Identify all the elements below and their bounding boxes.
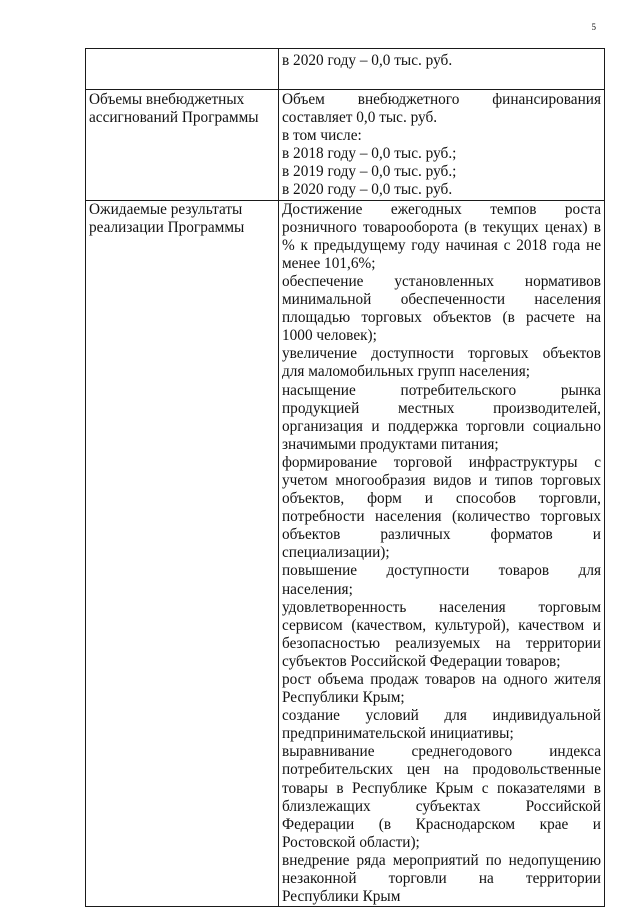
value-line: учетом многообразия видов и типов торговых bbox=[282, 471, 601, 489]
value-line: специализации); bbox=[282, 544, 390, 562]
row-label: реализации Программы bbox=[89, 218, 245, 236]
value-line: в том числе: bbox=[282, 127, 362, 145]
value-line: Ростовской области); bbox=[282, 833, 420, 851]
row-label: Объемы внебюджетных bbox=[89, 91, 245, 108]
value-line: незаконной торговли на территории bbox=[282, 870, 601, 888]
row-label-cell bbox=[86, 200, 279, 907]
value-line: 1000 человек); bbox=[282, 327, 377, 345]
value-line: рост объема продаж товаров на одного жителя bbox=[282, 671, 601, 688]
value-line: безопасностью реализуемых на территории bbox=[282, 634, 601, 652]
value-line: товары в Республике Крым с показателями в bbox=[282, 779, 601, 797]
value-line: выравнивание среднегодового индекса bbox=[282, 743, 601, 761]
value-line: объектов различных форматов и bbox=[282, 526, 601, 544]
row-value-cell bbox=[279, 90, 605, 201]
value-line: Федерации (в Краснодарском крае и bbox=[282, 815, 601, 833]
value-line: площадью торговых объектов (в расчете на bbox=[282, 309, 601, 327]
table-row-extrabudget bbox=[86, 90, 605, 201]
value-line: значимыми продуктами питания; bbox=[282, 435, 499, 453]
value-line: повышение доступности товаров для bbox=[282, 562, 601, 580]
value-line: внедрение ряда мероприятий по недопущению bbox=[282, 851, 601, 869]
value-line: менее 101,6%; bbox=[282, 254, 376, 272]
value-line: создание условий для индивидуальной bbox=[282, 707, 601, 725]
row-label: Ожидаемые результаты bbox=[89, 200, 243, 218]
value-line: Достижение ежегодных темпов роста bbox=[282, 200, 601, 218]
row-label-cell bbox=[86, 90, 279, 201]
value-line: потребительских цен на продовольственные bbox=[282, 761, 601, 779]
table-row-expected-results bbox=[86, 200, 605, 907]
value-line: обеспечение установленных нормативов bbox=[282, 272, 601, 290]
value-line: составляет 0,0 тыс. руб. bbox=[282, 109, 438, 127]
row-label: ассигнований Программы bbox=[89, 109, 259, 127]
value-line: объектов, форм и способов торговли, bbox=[282, 490, 601, 508]
value-line: предпринимательской инициативы; bbox=[282, 725, 514, 743]
value-line: в 2019 году – 0,0 тыс. руб.; bbox=[282, 163, 457, 181]
row-value-cell bbox=[279, 200, 605, 907]
value-line: для маломобильных групп населения; bbox=[282, 363, 530, 381]
value-line: организация и поддержка торговли социально bbox=[282, 417, 601, 435]
value-line: увеличение доступности торговых объектов bbox=[282, 345, 601, 363]
row-value-cell bbox=[279, 49, 605, 90]
table-row-budget-continuation bbox=[86, 49, 605, 90]
value-line: % к предыдущему году начиная с 2018 года не bbox=[282, 236, 601, 254]
value-line: субъектов Российской Федерации товаров; bbox=[282, 652, 561, 670]
value-line: в 2018 году – 0,0 тыс. руб.; bbox=[282, 145, 457, 163]
value-line: насыщение потребительского рынка bbox=[282, 381, 601, 399]
value-line: розничного товарооборота (в текущих ценах) в bbox=[282, 218, 601, 236]
value-line: потребности населения (количество торговых bbox=[282, 508, 601, 526]
value-line: сервисом (качеством, культурой), качеством и bbox=[282, 616, 601, 634]
value-line: продукцией местных производителей, bbox=[282, 399, 601, 417]
value-line: населения; bbox=[282, 580, 353, 598]
value-line: близлежащих субъектах Российской bbox=[282, 797, 601, 815]
row-label-cell bbox=[86, 49, 279, 90]
value-line: формирование торговой инфраструктуры с bbox=[282, 453, 601, 471]
page-number: 5 bbox=[591, 22, 596, 32]
program-passport-table bbox=[85, 48, 605, 907]
value-line: в 2020 году – 0,0 тыс. руб. bbox=[282, 52, 453, 69]
value-line: в 2020 году – 0,0 тыс. руб. bbox=[282, 181, 453, 199]
value-line: Республики Крым; bbox=[282, 689, 405, 707]
value-line: удовлетворенность населения торговым bbox=[282, 598, 601, 616]
value-line: Объем внебюджетного финансирования bbox=[282, 91, 601, 108]
value-line: минимальной обеспеченности населения bbox=[282, 291, 601, 309]
value-line: Республики Крым bbox=[282, 888, 401, 906]
